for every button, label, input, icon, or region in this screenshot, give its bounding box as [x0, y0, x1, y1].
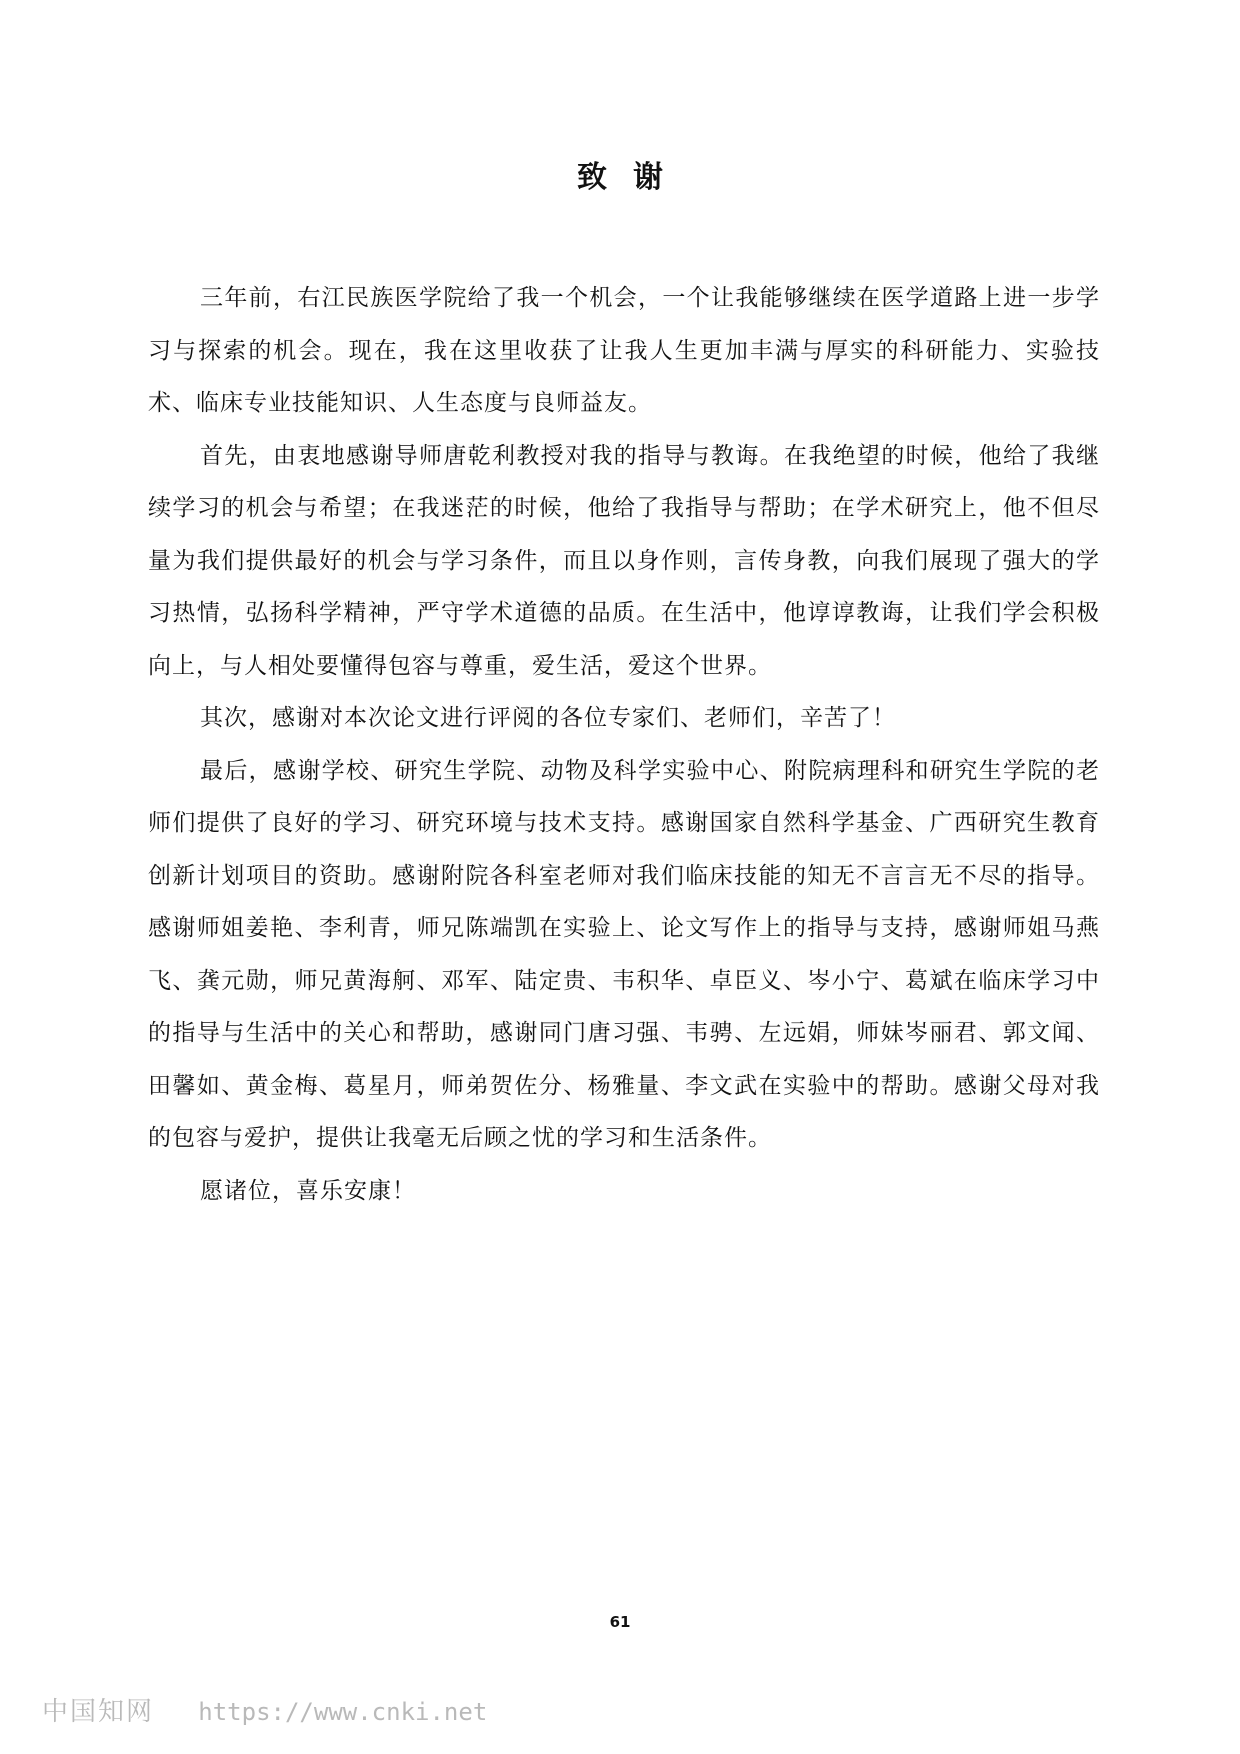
watermark-site-name: 中国知网 — [42, 1697, 155, 1727]
page-title: 致谢 — [577, 160, 689, 195]
paragraph: 愿诸位，喜乐安康！ — [200, 1177, 416, 1204]
acknowledgement-body — [148, 272, 1100, 1217]
page-number: 61 — [609, 1613, 631, 1631]
paragraph: 首先，由衷地感谢导师唐乾利教授对我的指导与教诲。在我绝望的时候，他给了我继续学习的机会与希望；在我迷茫的时候，他给了我指导与帮助；在学术研究上，他不但尽量为我们提供最好的机会与学习条件，而且以身作则，言传身教，向我们展现了强大的学习热情，弘扬科学精神，严守学术道德的品质。在生活中，他谆谆教诲，让我们学会积极向上，与人相处要懂得包容与尊重，爱生活，爱这个世界。 — [148, 442, 1100, 679]
paragraph: 三年前，右江民族医学院给了我一个机会，一个让我能够继续在医学道路上进一步学习与探索的机会。现在，我在这里收获了让我人生更加丰满与厚实的科研能力、实验技术、临床专业技能知识、人生态度与良师益友。 — [148, 285, 1100, 416]
paragraph: 其次，感谢对本次论文进行评阅的各位专家们、老师们，辛苦了！ — [200, 705, 896, 731]
watermark — [42, 1696, 487, 1728]
paragraph: 最后，感谢学校、研究生学院、动物及科学实验中心、附院病理科和研究生学院的老师们提供了良好的学习、研究环境与技术支持。感谢国家自然科学基金、广西研究生教育创新计划项目的资助。感谢附院各科室老师对我们临床技能的知无不言言无不尽的指导。感谢师姐姜艳、李利青，师兄陈端凯在实验上、论文写作上的指导与支持，感谢师姐马燕飞、龚元勋，师兄黄海舸、邓军、陆定贵、韦积华、卓臣义、岑小宁、葛斌在临床学习中的指导与生活中的关心和帮助，感谢同门唐习强、韦骋、左远娟，师妹岑丽君、郭文闻、田馨如、黄金梅、葛星月，师弟贺佐分、杨雅量、李文武在实验中的帮助。感谢父母对我的包容与爱护，提供让我毫无后顾之忧的学习和生活条件。 — [148, 757, 1100, 1151]
watermark-url: https://www.cnki.net — [198, 1698, 488, 1726]
